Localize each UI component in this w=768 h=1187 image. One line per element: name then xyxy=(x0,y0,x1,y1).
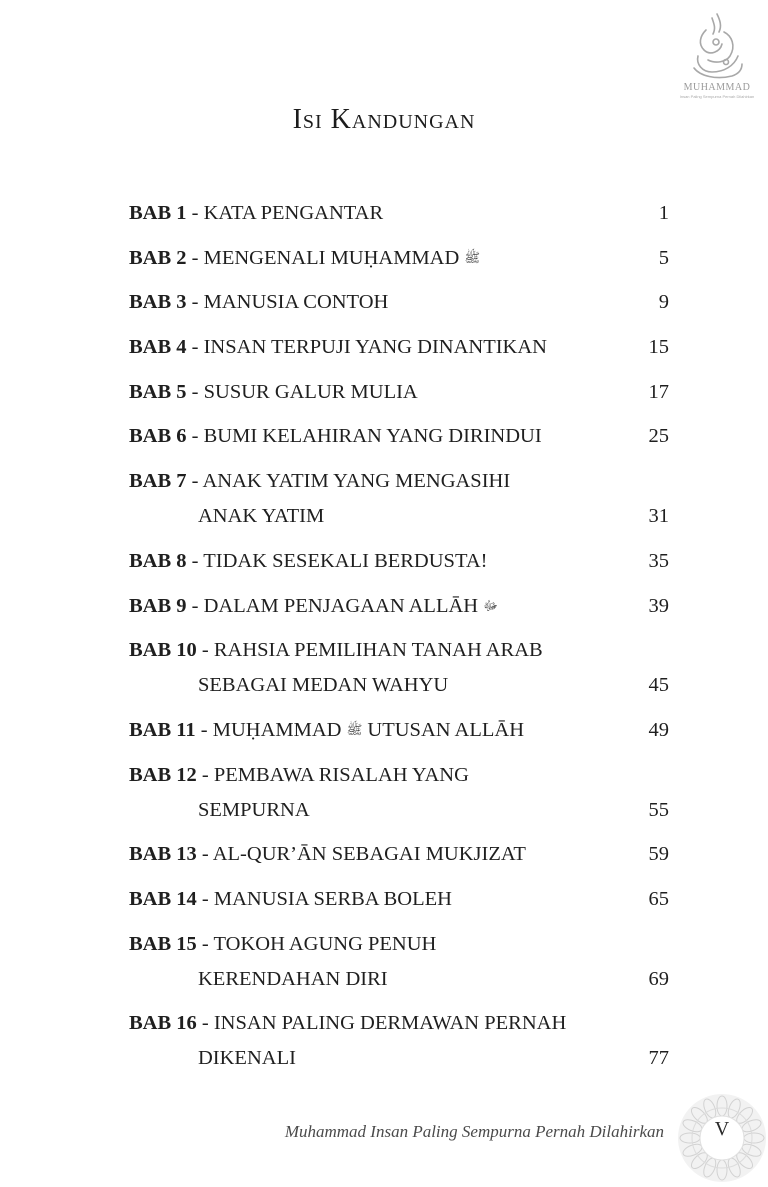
page-reference: 35 xyxy=(648,549,669,572)
toc-entry[interactable] xyxy=(129,464,669,534)
page-reference: 49 xyxy=(648,718,669,741)
entry-gap xyxy=(129,231,669,241)
logo-subtitle: Insan Paling Sempurna Pernah Dilahirkan xyxy=(679,94,755,99)
entry-gap xyxy=(129,276,669,286)
logo-title: MUHAMMAD xyxy=(683,82,751,93)
page-reference: 15 xyxy=(648,336,669,359)
chapter-number: BAB 8 xyxy=(129,549,187,572)
book-logo xyxy=(676,10,758,110)
page-reference: 45 xyxy=(648,674,669,697)
toc-entry[interactable] xyxy=(129,837,669,872)
chapter-number: BAB 16 xyxy=(129,1012,197,1035)
calligraphy-logo-icon xyxy=(686,10,748,82)
toc-entry[interactable] xyxy=(129,330,669,365)
entry-gap xyxy=(129,917,669,927)
chapter-number: BAB 3 xyxy=(129,291,187,314)
page-reference: 17 xyxy=(648,380,669,403)
entry-gap xyxy=(129,997,669,1007)
page-reference: 69 xyxy=(648,967,669,990)
page-reference: 1 xyxy=(658,202,669,224)
chapter-title: ANAK YATIM xyxy=(198,505,325,528)
chapter-title: SEMPURNA xyxy=(198,798,310,821)
toc-entry[interactable] xyxy=(129,419,669,454)
chapter-title: INSAN TERPUJI YANG DINANTIKAN xyxy=(203,336,547,359)
entry-gap xyxy=(129,624,669,634)
page-reference: 9 xyxy=(658,291,669,314)
chapter-number: BAB 7 xyxy=(129,470,187,493)
page-reference: 65 xyxy=(648,887,669,910)
chapter-title: INSAN PALING DERMAWAN PERNAH xyxy=(213,1012,567,1035)
page-reference: 39 xyxy=(648,594,669,617)
chapter-number: BAB 12 xyxy=(129,763,197,786)
page-number: V xyxy=(714,1118,730,1140)
toc-entry[interactable] xyxy=(129,1006,669,1076)
chapter-title: KATA PENGANTAR xyxy=(203,202,384,224)
chapter-number: BAB 11 xyxy=(129,718,196,741)
chapter-title: DIKENALI xyxy=(198,1047,296,1070)
chapter-number: BAB 4 xyxy=(129,336,187,359)
chapter-number: BAB 2 xyxy=(129,246,187,269)
toc-entry-continuation xyxy=(129,1041,669,1076)
page-reference: 5 xyxy=(658,246,669,269)
toc-entry-continuation xyxy=(129,793,669,828)
chapter-title: PEMBAWA RISALAH YANG xyxy=(213,763,469,786)
toc-entry[interactable] xyxy=(129,927,669,997)
entry-gap xyxy=(129,534,669,544)
entry-gap xyxy=(129,703,669,713)
chapter-number: BAB 14 xyxy=(129,887,197,910)
toc-entry[interactable] xyxy=(129,196,669,231)
chapter-title: BUMI KELAHIRAN YANG DIRINDUI xyxy=(203,425,542,448)
toc-entry-line: BAB 13 - AL-QUR’ĀN SEBAGAI MUKJIZAT xyxy=(129,843,526,866)
toc-entry-line: BAB 6 - BUMI KELAHIRAN YANG DIRINDUI xyxy=(129,425,542,448)
page-reference: 31 xyxy=(648,505,669,528)
toc-entry[interactable] xyxy=(129,633,669,703)
chapter-number: BAB 1 xyxy=(129,202,187,224)
salawat-ligature-icon: ﷺ xyxy=(464,250,481,266)
toc-entry-line: BAB 10 - RAHSIA PEMILIHAN TANAH ARAB xyxy=(129,639,543,662)
running-footer-title: Muhammad Insan Paling Sempurna Pernah Dilahirkan xyxy=(284,1122,664,1141)
entry-gap xyxy=(129,828,669,838)
entry-gap xyxy=(129,365,669,375)
jalla-jalaluh-ligature-icon: ﷻ xyxy=(483,598,498,614)
toc-entry[interactable] xyxy=(129,285,669,320)
entry-gap xyxy=(129,410,669,420)
toc-entry-line: BAB 8 - TIDAK SESEKALI BERDUSTA! xyxy=(129,549,488,572)
toc-entry-line: BAB 15 - TOKOH AGUNG PENUH xyxy=(129,932,437,955)
toc-entry-line: BAB 1 - KATA PENGANTAR xyxy=(129,202,384,224)
chapter-title-continued: UTUSAN ALLĀH xyxy=(367,718,525,741)
toc-entry-line: BAB 14 - MANUSIA SERBA BOLEH xyxy=(129,887,452,910)
entry-gap xyxy=(129,872,669,882)
entry-gap xyxy=(129,748,669,758)
chapter-title: DALAM PENJAGAAN ALLĀH xyxy=(203,594,479,617)
page-title: Isi Kandungan xyxy=(292,104,476,135)
chapter-number: BAB 15 xyxy=(129,932,197,955)
toc-entry[interactable] xyxy=(129,544,669,579)
page-reference: 25 xyxy=(648,425,669,448)
toc-entry-line: BAB 2 - MENGENALI MUḤAMMAD ﷺ xyxy=(129,241,669,276)
toc-entry-line: BAB 7 - ANAK YATIM YANG MENGASIHI xyxy=(129,470,511,493)
chapter-title: TOKOH AGUNG PENUH xyxy=(213,932,437,955)
chapter-number: BAB 10 xyxy=(129,639,197,662)
table-of-contents xyxy=(129,196,669,1076)
page-reference: 77 xyxy=(648,1047,669,1070)
chapter-title: ANAK YATIM YANG MENGASIHI xyxy=(202,470,511,493)
entry-gap xyxy=(129,320,669,330)
entry-gap xyxy=(129,579,669,589)
chapter-title: RAHSIA PEMILIHAN TANAH ARAB xyxy=(213,639,543,662)
chapter-title: SEBAGAI MEDAN WAHYU xyxy=(198,674,449,697)
toc-entry[interactable] xyxy=(129,713,669,748)
chapter-number: BAB 5 xyxy=(129,380,187,403)
chapter-title: MANUSIA CONTOH xyxy=(203,291,389,314)
toc-entry[interactable] xyxy=(129,241,669,276)
toc-entry-line: BAB 12 - PEMBAWA RISALAH YANG xyxy=(129,763,469,786)
chapter-number: BAB 13 xyxy=(129,843,197,866)
toc-entry-line: BAB 3 - MANUSIA CONTOH xyxy=(129,291,389,314)
toc-entry[interactable] xyxy=(129,758,669,828)
toc-entry-continuation xyxy=(129,668,669,703)
chapter-number: BAB 6 xyxy=(129,425,187,448)
toc-entry-continuation xyxy=(129,499,669,534)
page-reference: 59 xyxy=(648,843,669,866)
chapter-title: AL-QUR’ĀN SEBAGAI MUKJIZAT xyxy=(212,843,526,866)
toc-entry-line: BAB 16 - INSAN PALING DERMAWAN PERNAH xyxy=(129,1012,567,1035)
salawat-ligature-icon: ﷺ xyxy=(346,722,363,738)
toc-entry-line: BAB 9 - DALAM PENJAGAAN ALLĀH ﷻ xyxy=(129,589,669,624)
chapter-title: MENGENALI MUḤAMMAD xyxy=(203,246,460,269)
toc-entry-line: BAB 4 - INSAN TERPUJI YANG DINANTIKAN xyxy=(129,336,547,359)
toc-entry[interactable] xyxy=(129,882,669,917)
chapter-title: MANUSIA SERBA BOLEH xyxy=(213,887,452,910)
page-reference: 55 xyxy=(648,798,669,821)
chapter-title: MUḤAMMAD xyxy=(212,718,342,741)
chapter-number: BAB 9 xyxy=(129,594,187,617)
chapter-title: SUSUR GALUR MULIA xyxy=(203,380,418,403)
chapter-title: TIDAK SESEKALI BERDUSTA! xyxy=(203,549,488,572)
entry-gap xyxy=(129,454,669,464)
chapter-title: KERENDAHAN DIRI xyxy=(198,967,388,990)
toc-entry-continuation xyxy=(129,962,669,997)
toc-entry-line: BAB 5 - SUSUR GALUR MULIA xyxy=(129,380,418,403)
toc-entry-line: BAB 11 - MUḤAMMAD ﷺ UTUSAN ALLĀH xyxy=(129,713,669,748)
toc-entry[interactable] xyxy=(129,589,669,624)
toc-entry[interactable] xyxy=(129,375,669,410)
